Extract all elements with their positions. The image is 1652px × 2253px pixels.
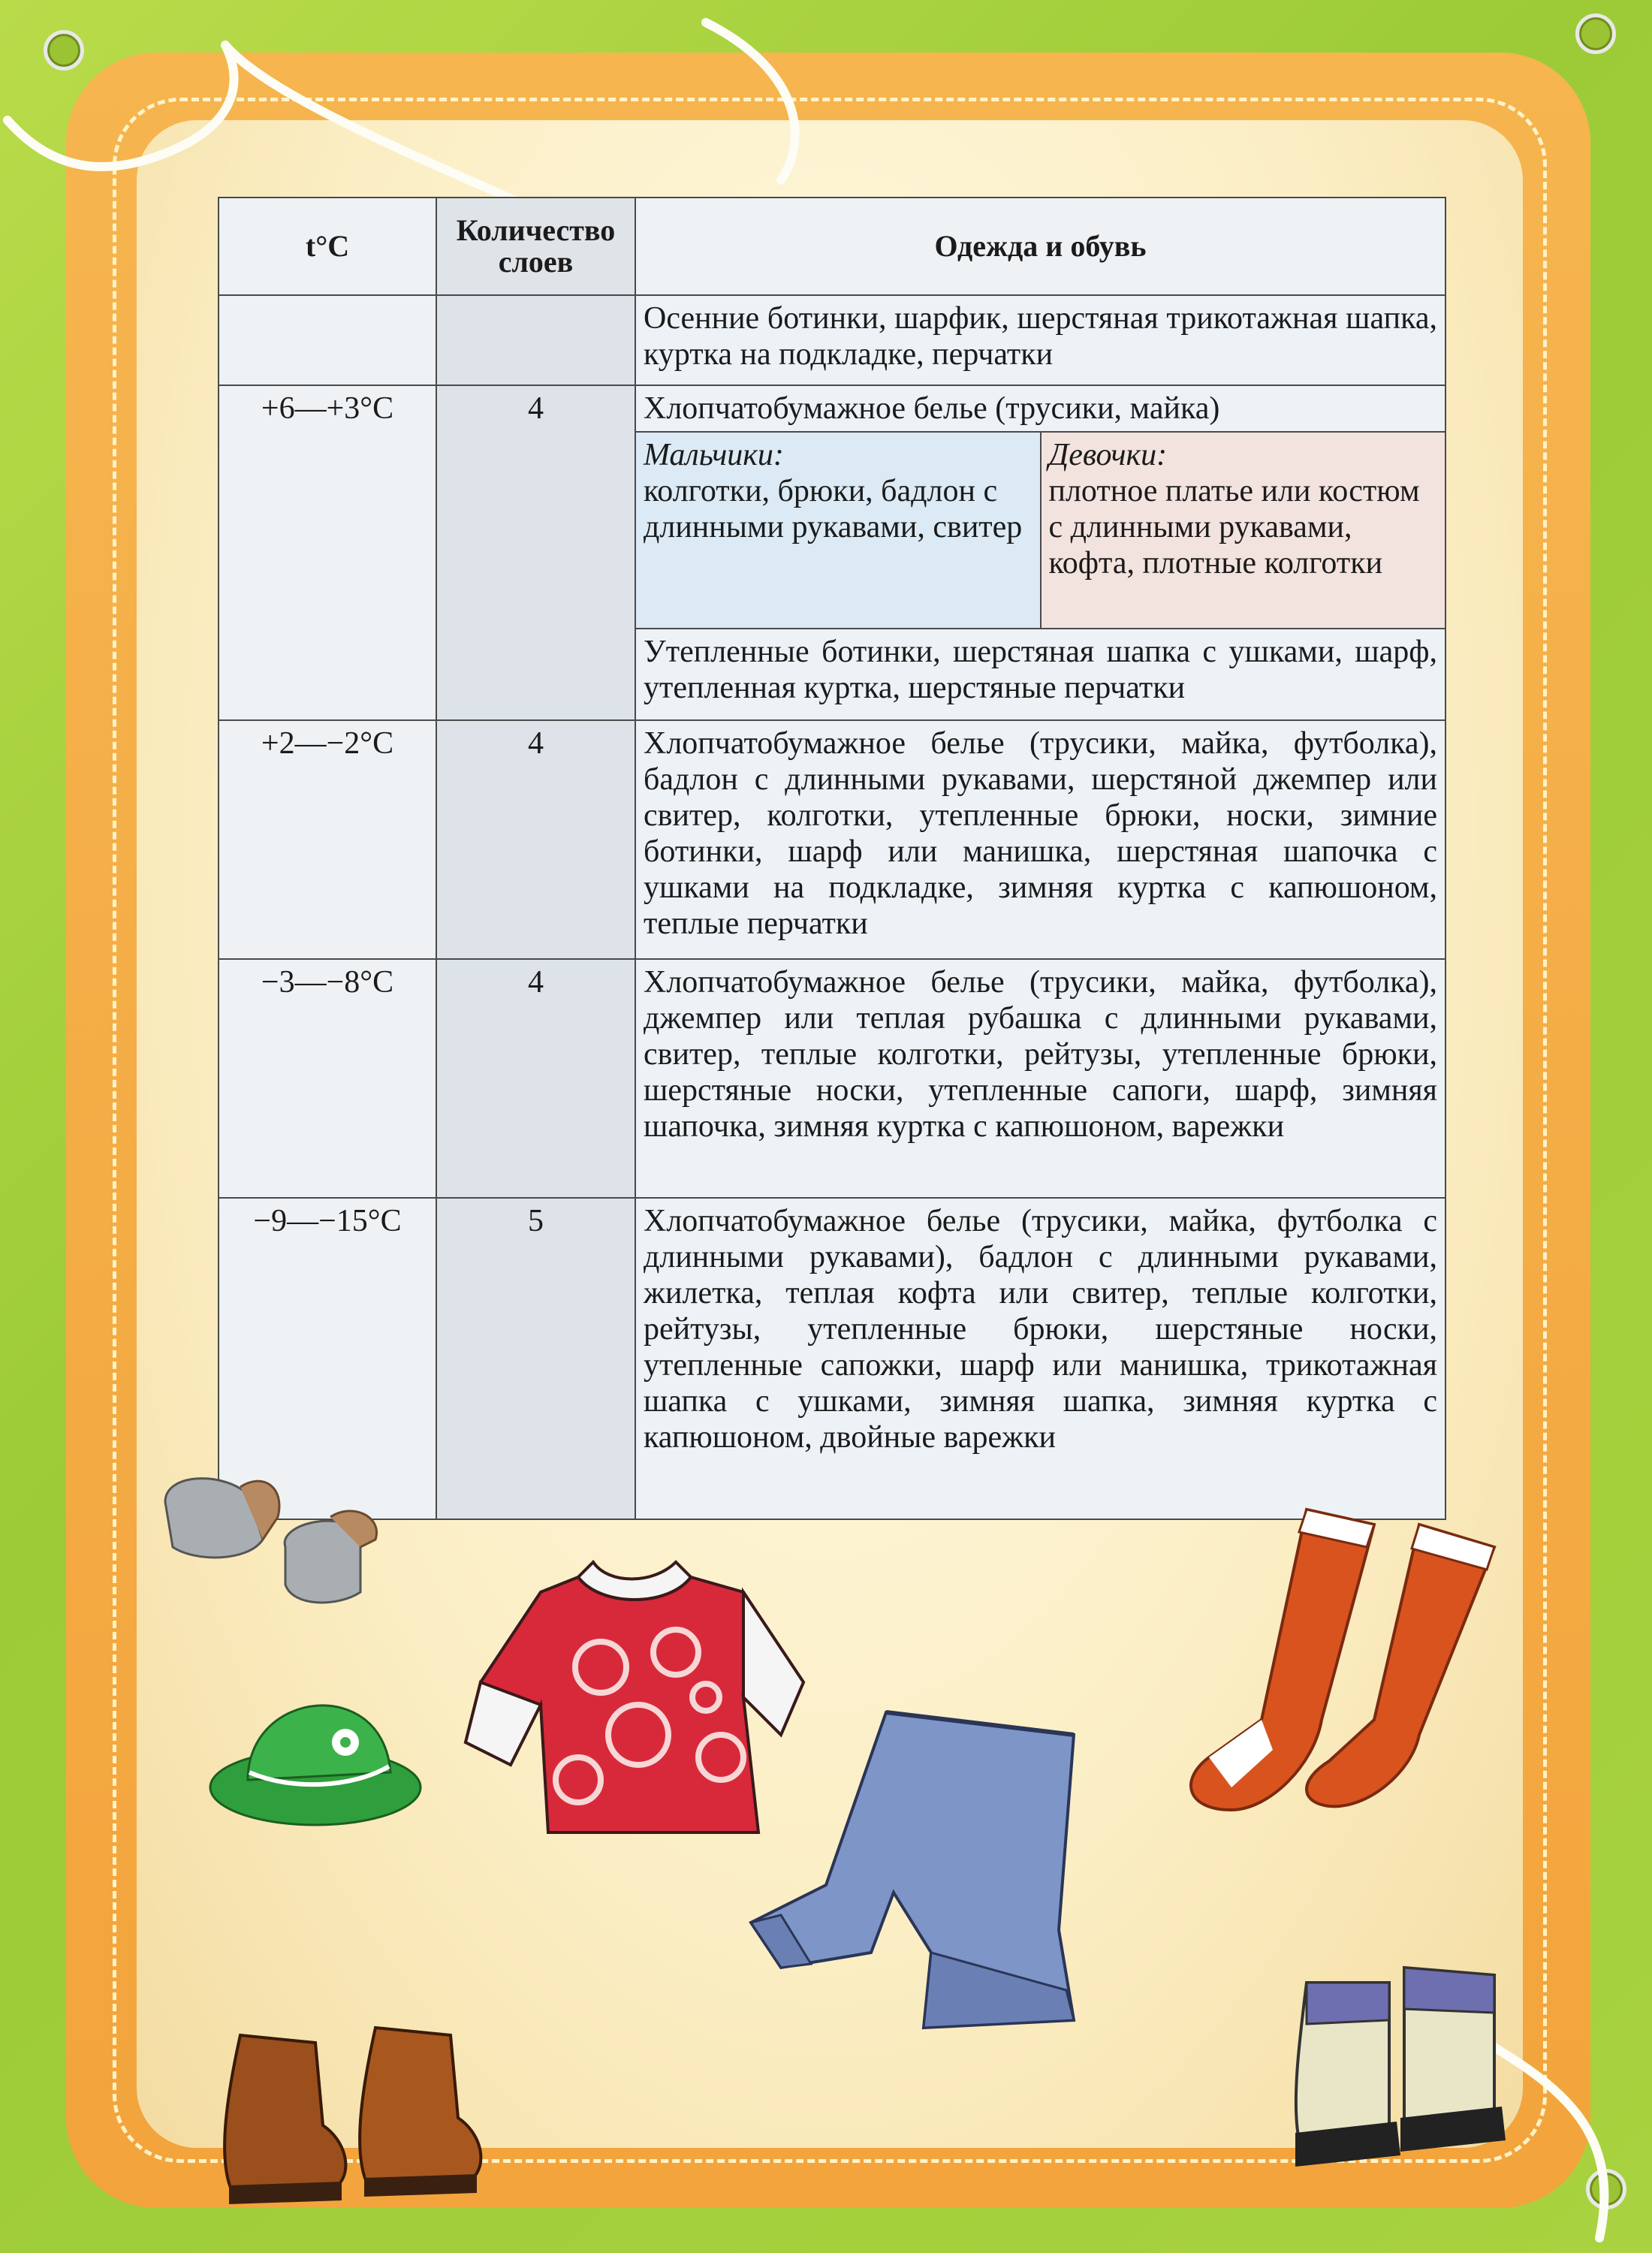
boys-title: Мальчики: bbox=[644, 438, 784, 472]
header-clothing: Одежда и обувь bbox=[635, 198, 1446, 295]
mitten-left bbox=[165, 1479, 279, 1558]
green-hat-illustration bbox=[203, 1660, 436, 1832]
grommet-top-right bbox=[1575, 14, 1616, 54]
boys-clothing: колготки, брюки, бадлон с длинными рукавами, свитер bbox=[644, 474, 1023, 544]
row-layers: 5 bbox=[436, 1198, 635, 1519]
clothing-table bbox=[218, 197, 1446, 1520]
table-header-row bbox=[219, 198, 1446, 295]
jeans-illustration bbox=[743, 1705, 1089, 2035]
row-clothing: Осенние ботинки, шарфик, шерстяная трикотажная шапка, куртка на подкладке, перчатки bbox=[635, 295, 1446, 385]
girls-title: Девочки: bbox=[1048, 438, 1168, 472]
header-temperature: t°C bbox=[219, 198, 436, 295]
row-layers: 4 bbox=[436, 959, 635, 1198]
table-row bbox=[219, 295, 1446, 385]
mitten-right bbox=[285, 1511, 376, 1603]
row-clothing: Хлопчатобумажное белье (трусики, майка, футболка), бадлон с длинными рукавами, шерстяной джемпер или свитер, колготки, утепленные брюки, носки, зимние ботинки, шарф или манишка, шерстяная шапочка с ушками на подкладке, зимняя куртка с капюшоном, теплые перчатки bbox=[635, 720, 1446, 959]
row-clothing: Хлопчатобумажное белье (трусики, майка, футболка с длинными рукавами), бадлон с длинными рукавами, жилетка, теплая кофта или свитер, теплые колготки, рейтузы, утепленные брюки, шерстяные носки, утепленные сапожки, шарф или манишка, трикотажная шапка с ушками, зимняя шапка, зимняя куртка с капюшоном, двойные варежки bbox=[635, 1198, 1446, 1519]
row-temperature: +2—−2°C bbox=[219, 720, 436, 959]
row-clothing: Хлопчатобумажное белье (трусики, майка) bbox=[635, 385, 1446, 432]
lace-up-boots-illustration bbox=[210, 2013, 496, 2223]
row-temperature: +6—+3°C bbox=[219, 385, 436, 720]
row-layers: 4 bbox=[436, 385, 635, 720]
girls-clothing: плотное платье или костюм с длинными рукавами, кофта, плотные колготки bbox=[1048, 474, 1420, 581]
row-temperature bbox=[219, 295, 436, 385]
boot-right bbox=[360, 2028, 481, 2197]
grommet-bottom-right bbox=[1586, 2169, 1626, 2209]
socks-illustration bbox=[1149, 1494, 1547, 1825]
mittens-illustration bbox=[150, 1457, 390, 1615]
boot-left bbox=[225, 2035, 345, 2204]
table-row bbox=[219, 959, 1446, 1198]
winter-boot-left bbox=[1295, 1983, 1400, 2167]
girls-cell bbox=[1041, 432, 1446, 629]
table-row bbox=[219, 720, 1446, 959]
grommet-top-left bbox=[44, 30, 84, 71]
header-layers: Количество слоев bbox=[436, 198, 635, 295]
row-outerwear: Утепленные ботинки, шерстяная шапка с ушками, шарф, утепленная куртка, шерстяные перчатки bbox=[635, 629, 1446, 720]
boys-cell bbox=[635, 432, 1041, 629]
row-layers bbox=[436, 295, 635, 385]
table-row bbox=[219, 385, 1446, 432]
winter-boots-illustration bbox=[1277, 1953, 1517, 2178]
row-clothing: Хлопчатобумажное белье (трусики, майка, футболка), джемпер или теплая рубашка с длинными рукавами, свитер, теплые колготки, рейтузы, утепленные брюки, шерстяные носки, утепленные сапоги, шарф, зимняя шапочка, зимняя куртка с капюшоном, варежки bbox=[635, 959, 1446, 1198]
row-temperature: −3—−8°C bbox=[219, 959, 436, 1198]
row-layers: 4 bbox=[436, 720, 635, 959]
table-row bbox=[219, 1198, 1446, 1519]
row-temperature: −9—−15°C bbox=[219, 1198, 436, 1519]
winter-boot-right bbox=[1400, 1968, 1506, 2152]
